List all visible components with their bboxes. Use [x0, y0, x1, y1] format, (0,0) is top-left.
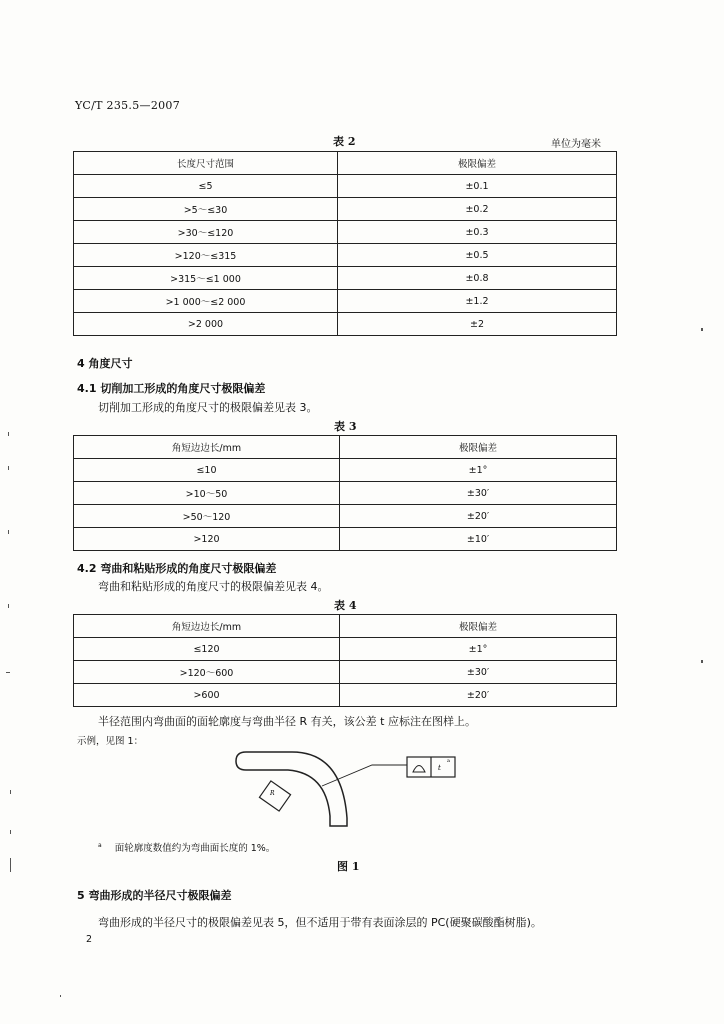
scan-mark: [8, 466, 9, 470]
scan-mark: [701, 328, 703, 331]
bent-part-outline: [236, 752, 347, 826]
range-cell: >315～≤1 000: [74, 267, 338, 290]
example-label: 示例，见图 1：: [77, 736, 144, 747]
table4-header-row: [74, 615, 617, 638]
profile-of-surface-icon: [413, 766, 425, 773]
table4-header-cell: 极限偏差: [340, 615, 617, 638]
range-cell: >120～≤315: [74, 244, 338, 267]
table3-body: [74, 436, 617, 551]
range-cell: >50～120: [74, 505, 340, 528]
section42-title: 4.2 弯曲和粘贴形成的角度尺寸极限偏差: [77, 562, 277, 575]
table-row: [74, 528, 617, 551]
table-row: [74, 175, 617, 198]
table2-header-row: [74, 152, 617, 175]
table3-header-cell: 极限偏差: [340, 436, 617, 459]
table2-caption: 表 2: [333, 135, 356, 148]
scan-mark: [8, 432, 9, 436]
section41-text: 切削加工形成的角度尺寸的极限偏差见表 3。: [98, 401, 318, 414]
range-cell: >600: [74, 684, 340, 707]
table2-header-cell: 极限偏差: [338, 152, 617, 175]
table-row: [74, 244, 617, 267]
section4-title: 4 角度尺寸: [77, 357, 133, 370]
section5-text: 弯曲形成的半径尺寸的极限偏差见表 5，但不适用于带有表面涂层的 PC(硬聚碳酸酯树脂)。: [98, 916, 542, 929]
radius-paragraph: 半径范围内弯曲面的面轮廓度与弯曲半径 R 有关，该公差 t 应标注在图样上。: [98, 715, 476, 728]
table2: [73, 151, 617, 336]
table4-header-cell: 角短边边长/mm: [74, 615, 340, 638]
scan-mark: [10, 858, 11, 872]
table-row: [74, 267, 617, 290]
range-cell: >120～600: [74, 661, 340, 684]
figure1-drawing: [232, 748, 462, 833]
table3: [73, 435, 617, 551]
range-cell: >5～≤30: [74, 198, 338, 221]
table-row: [74, 661, 617, 684]
range-cell: >10～50: [74, 482, 340, 505]
table-row: [74, 221, 617, 244]
section5-title: 5 弯曲形成的半径尺寸极限偏差: [77, 889, 232, 902]
range-cell: >1 000～≤2 000: [74, 290, 338, 313]
standard-code: YC/T 235.5—2007: [75, 99, 181, 112]
table4-body: [74, 615, 617, 707]
table-row: [74, 505, 617, 528]
range-cell: >2 000: [74, 313, 338, 336]
deviation-cell: ±1.2: [338, 290, 617, 313]
range-cell: ≤120: [74, 638, 340, 661]
scan-mark: [60, 995, 61, 997]
table-row: [74, 290, 617, 313]
range-cell: >30～≤120: [74, 221, 338, 244]
deviation-cell: ±10′: [340, 528, 617, 551]
table4: [73, 614, 617, 707]
scan-mark: [8, 604, 9, 608]
deviation-cell: ±1°: [340, 638, 617, 661]
deviation-cell: ±30′: [340, 482, 617, 505]
range-cell: ≤5: [74, 175, 338, 198]
radius-label: R: [270, 790, 275, 797]
table2-body: [74, 152, 617, 336]
tolerance-superscript: a: [447, 758, 450, 764]
deviation-cell: ±1°: [340, 459, 617, 482]
scan-mark: [10, 830, 11, 834]
table-row: [74, 459, 617, 482]
tolerance-zone: [259, 781, 290, 811]
deviation-cell: ±0.5: [338, 244, 617, 267]
table-row: [74, 684, 617, 707]
table2-unit: 单位为毫米: [551, 139, 601, 150]
scan-mark: [10, 790, 11, 794]
deviation-cell: ±20′: [340, 684, 617, 707]
scan-mark: [6, 672, 10, 673]
deviation-cell: ±0.1: [338, 175, 617, 198]
table3-caption: 表 3: [334, 420, 357, 433]
page-number: 2: [86, 934, 93, 945]
table-row: [74, 638, 617, 661]
table-row: [74, 198, 617, 221]
deviation-cell: ±0.2: [338, 198, 617, 221]
range-cell: ≤10: [74, 459, 340, 482]
table-row: [74, 482, 617, 505]
deviation-cell: ±0.3: [338, 221, 617, 244]
section41-title: 4.1 切削加工形成的角度尺寸极限偏差: [77, 382, 266, 395]
figure1-footnote: [98, 840, 275, 854]
deviation-cell: ±20′: [340, 505, 617, 528]
table3-header-cell: 角短边边长/mm: [74, 436, 340, 459]
deviation-cell: ±30′: [340, 661, 617, 684]
figure1-caption: 图 1: [337, 860, 360, 873]
deviation-cell: ±2: [338, 313, 617, 336]
scan-mark: [8, 530, 9, 534]
scan-mark: [701, 660, 703, 663]
range-cell: >120: [74, 528, 340, 551]
tolerance-label: t: [438, 764, 441, 772]
footnote-text: 面轮廓度数值约为弯曲面长度的 1%。: [114, 843, 276, 854]
section42-text: 弯曲和粘贴形成的角度尺寸的极限偏差见表 4。: [98, 580, 329, 593]
deviation-cell: ±0.8: [338, 267, 617, 290]
table-row: [74, 313, 617, 336]
table2-header-cell: 长度尺寸范围: [74, 152, 338, 175]
table3-header-row: [74, 436, 617, 459]
table4-caption: 表 4: [334, 599, 357, 612]
footnote-marker: a: [98, 841, 102, 849]
